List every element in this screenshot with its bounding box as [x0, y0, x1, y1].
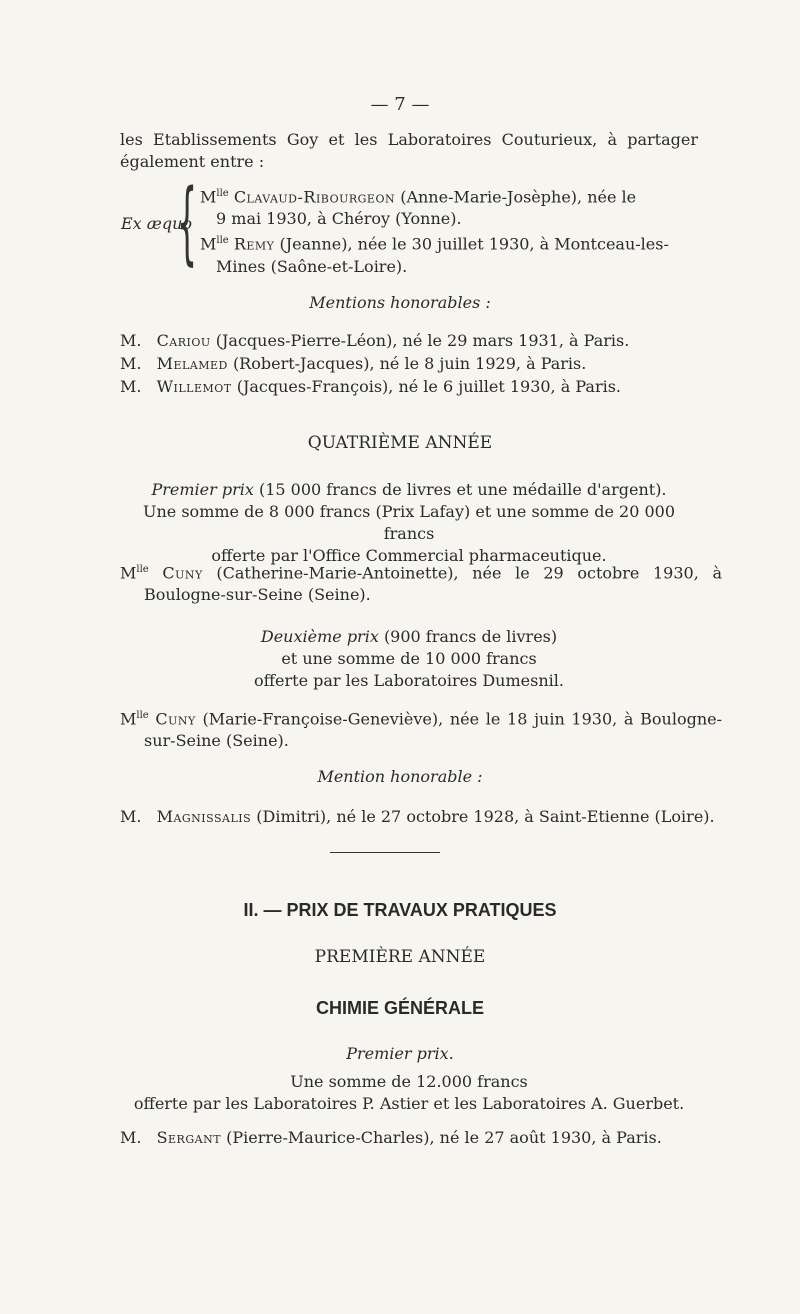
entry-name: Clavaud-Ribourgeon: [233, 187, 396, 207]
entry-line1: (Anne-Marie-Josèphe), née le: [400, 187, 637, 207]
entry-title: M: [120, 709, 137, 729]
mention-entry: [120, 806, 722, 828]
deuxieme-prix-line2: et une somme de 10 000 francs: [281, 649, 537, 668]
entry-rest: (Catherine-Marie-Antoinette), née le 29 octobre 1930, à Boulogne-sur-Seine (Seine).: [144, 563, 722, 605]
entry-name: Willemot: [156, 377, 232, 396]
quatrieme-annee-heading: QUATRIÈME ANNÉE: [307, 433, 493, 453]
deuxieme-prix-block: [120, 626, 698, 692]
entry-rest: (Jacques-François), né le 6 juillet 1930, à Paris.: [236, 377, 621, 396]
prize-block: [120, 1071, 698, 1115]
deuxieme-prix-label: Deuxième prix: [260, 627, 379, 646]
entry-rest: (Jacques-Pierre-Léon), né le 29 mars 1931, à Paris.: [215, 331, 630, 350]
prize-line2: offerte par les Laboratoires P. Astier et les Laboratoires A. Guerbet.: [133, 1094, 685, 1113]
year-heading: PREMIÈRE ANNÉE: [314, 947, 486, 967]
entry-title-sup: lle: [216, 188, 229, 199]
ex-aequo-entry: [200, 183, 698, 230]
deuxieme-prix-line3: offerte par les Laboratoires Dumesnil.: [254, 671, 564, 690]
deuxieme-prix-rest: (900 francs de livres): [383, 627, 558, 646]
entry-title: M: [200, 187, 217, 207]
entry-name: Magnissalis: [156, 807, 252, 826]
ex-aequo-label: Ex æquo: [121, 214, 193, 233]
entry-title-sup: lle: [136, 564, 149, 575]
entry-rest: (Robert-Jacques), né le 8 juin 1929, à Paris.: [232, 354, 587, 373]
entry-name: Cariou: [156, 331, 211, 350]
premier-prix-line3: offerte par l'Office Commercial pharmaceutique.: [211, 546, 607, 565]
entry-title: M: [120, 563, 137, 583]
section-heading: II. — PRIX DE TRAVAUX PRATIQUES: [243, 900, 557, 920]
brace-icon: {: [177, 170, 198, 275]
entry-title: M.: [120, 331, 142, 350]
winner-entry: [120, 705, 722, 752]
entry-title: M.: [120, 807, 142, 826]
entry-line2: Mines (Saône-et-Loire).: [216, 256, 408, 276]
entry-line2: 9 mai 1930, à Chéroy (Yonne).: [216, 209, 462, 229]
prize-heading: Premier prix.: [346, 1044, 454, 1063]
subject-heading: CHIMIE GÉNÉRALE: [315, 998, 484, 1018]
prize-line1: Une somme de 12.000 francs: [290, 1072, 528, 1091]
winner-entry: [120, 559, 722, 606]
entry-title-sup: lle: [136, 710, 149, 721]
mention-entry: [120, 353, 698, 375]
ex-aequo-entry: [200, 230, 698, 277]
entry-title: M.: [120, 1128, 142, 1147]
mention-entry: [120, 330, 698, 352]
page-number: — 7 —: [370, 94, 430, 115]
premier-prix-line2: Une somme de 8 000 francs (Prix Lafay) et une somme de 20 000 francs: [143, 502, 675, 543]
entry-name: Remy: [233, 234, 275, 254]
deuxieme-prix-line: [120, 626, 698, 648]
intro-paragraph: les Etablissements Goy et les Laboratoires Couturieux, à partager également entre :: [120, 130, 698, 171]
entry-title-sup: lle: [216, 235, 229, 247]
section-divider: [330, 852, 440, 853]
entry-title: M: [200, 234, 217, 254]
entry-rest: (Marie-Françoise-Geneviève), née le 18 juin 1930, à Boulogne-sur-Seine (Seine).: [144, 709, 722, 751]
premier-prix-rest: (15 000 francs de livres et une médaille d'argent).: [258, 480, 667, 499]
entry-name: Cuny: [162, 563, 203, 583]
entry-name: Melamed: [156, 354, 228, 373]
premier-prix-block: [120, 479, 698, 567]
entry-title: M.: [120, 377, 142, 396]
mention-entry: [120, 376, 698, 398]
ex-aequo-block: [200, 183, 698, 278]
premier-prix-label: Premier prix: [151, 480, 254, 499]
mentions-honorables-heading: Mentions honorables :: [309, 293, 491, 312]
entry-rest: (Pierre-Maurice-Charles), né le 27 août 1930, à Paris.: [226, 1128, 662, 1147]
entry-name: Sergant: [156, 1128, 222, 1147]
entry-line1: (Jeanne), née le 30 juillet 1930, à Montceau-les-: [279, 234, 669, 254]
winner-entry: [120, 1127, 698, 1149]
entry-rest: (Dimitri), né le 27 octobre 1928, à Saint-Etienne (Loire).: [256, 807, 715, 826]
entry-name: Cuny: [155, 709, 196, 729]
mention-honorable-heading: Mention honorable :: [317, 767, 483, 786]
premier-prix-line: [120, 479, 698, 501]
entry-title: M.: [120, 354, 142, 373]
